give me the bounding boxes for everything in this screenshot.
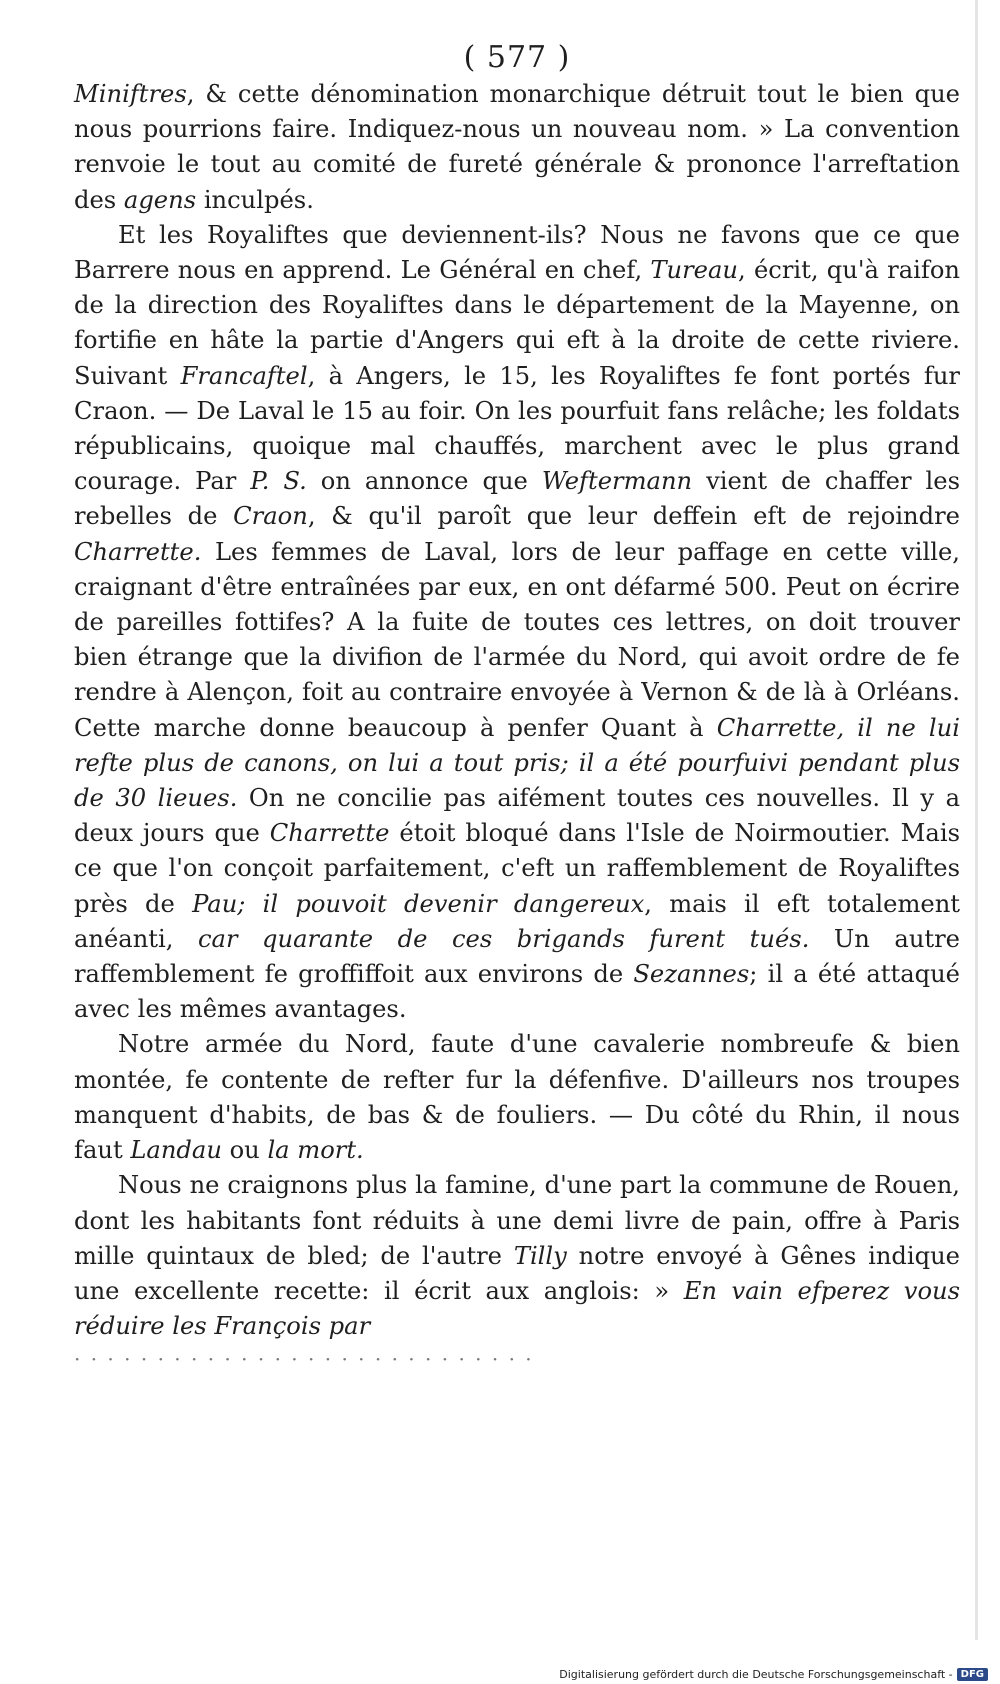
dfg-logo: DFG bbox=[957, 1668, 988, 1681]
paragraph: Miniftres, & cette dénomination monarchique détruit tout le bien que nous pourrions faire. Indiquez-nous un nouveau nom. » La convention renvoie le tout au comité de fureté générale & prononce l'arreftation des agens inculpés. bbox=[74, 80, 960, 214]
cut-off-line: · · · · · · · · · · · · · · · · · · · · · · · · · · · · bbox=[74, 1347, 534, 1371]
paragraph: Notre armée du Nord, faute d'une cavalerie nombreufe & bien montée, fe contente de refter fur la défenfive. D'ailleurs nos troupes manquent d'habits, de bas & de fouliers. — Du côté du Rhin, il nous faut Landau ou la mort. bbox=[74, 1030, 960, 1165]
body-text bbox=[74, 77, 960, 1344]
page-content bbox=[74, 40, 960, 1370]
paragraph: Nous ne craignons plus la famine, d'une part la commune de Rouen, dont les habitants font réduits à une demi livre de pain, offre à Paris mille quintaux de bled; de l'autre Tilly notre envoyé à Gênes indique une excellente recette: il écrit aux anglois: » En vain efperez vous réduire les François par bbox=[74, 1171, 960, 1341]
digitization-footer bbox=[559, 1668, 988, 1681]
paragraph: Et les Royaliftes que deviennent-ils? Nous ne favons que ce que Barrere nous en apprend. Le Général en chef, Tureau, écrit, qu'à raifon de la direction des Royaliftes dans le département de la Mayenne, on fortifie en hâte la partie d'Angers qui eft à la droite de cette riviere. Suivant Francaftel, à Angers, le 15, les Royaliftes fe font portés fur Craon. — De Laval le 15 au foir. On les pourfuit fans relâche; les foldats républicains, quoique mal chauffés, marchent avec le plus grand courage. Par P. S. on annonce que Weftermann vient de chaffer les rebelles de Craon, & qu'il paroît que leur deffein eft de rejoindre Charrette. Les femmes de Laval, lors de leur paffage en cette ville, craignant d'être entraînées par eux, en ont défarmé 500. Peut on écrire de pareilles fottifes? A la fuite de toutes ces lettres, on doit trouver bien étrange que la divifion de l'armée du Nord, qui avoit ordre de fe rendre à Alençon, foit au contraire envoyée à Vernon & de là à Orléans. Cette marche donne beaucoup à penfer Quant à Charrette, il ne lui refte plus de canons, on lui a tout pris; il a été pourfuivi pendant plus de 30 lieues. On ne concilie pas aifément toutes ces nouvelles. Il y a deux jours que Charrette étoit bloqué dans l'Isle de Noirmoutier. Mais ce que l'on conçoit parfaitement, c'eft un raffemblement de Royaliftes près de Pau; il pouvoit devenir dangereux, mais il eft totalement anéanti, car quarante de ces brigands furent tués. Un autre raffemblement fe groffiffoit aux environs de Sezannes; il a été attaqué avec les mêmes avantages. bbox=[74, 220, 961, 1024]
page-number: ( 577 ) bbox=[463, 40, 571, 75]
footer-text: Digitalisierung gefördert durch die Deutsche Forschungsgemeinschaft - bbox=[559, 1668, 953, 1681]
